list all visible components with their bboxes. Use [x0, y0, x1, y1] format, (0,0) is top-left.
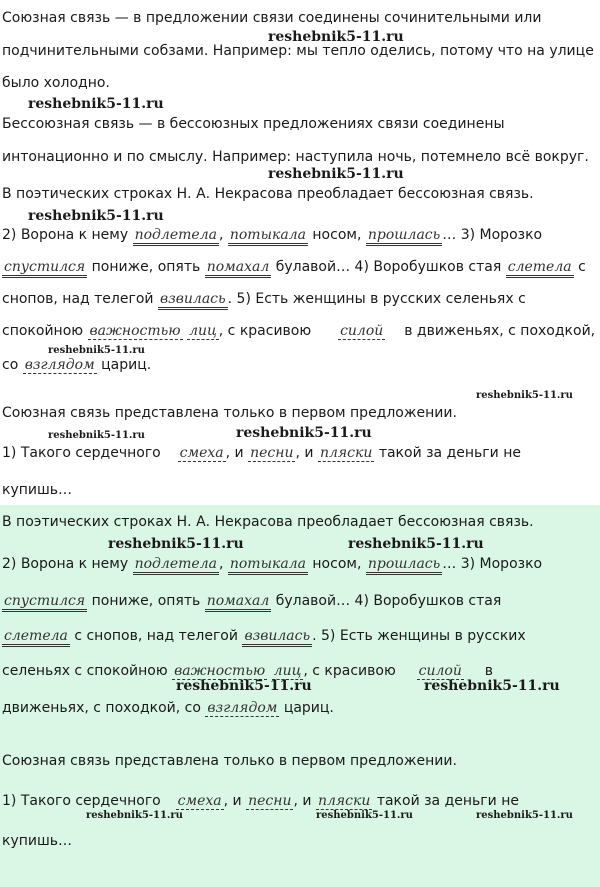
paragraph-line: было холодно.: [2, 75, 110, 91]
watermark: reshebnik5-11.ru: [268, 166, 404, 182]
predicate-word: прошлась: [366, 227, 442, 246]
predicate-word: слетела: [2, 628, 70, 647]
predicate-word: потыкала: [228, 556, 308, 575]
object-word: песни: [250, 445, 294, 461]
watermark: reshebnik5-11.ru: [476, 390, 573, 401]
object-word: пляски: [319, 445, 373, 461]
predicate-word: подлетела: [133, 227, 219, 246]
answer-line: купишь…: [2, 833, 73, 849]
object-word: лиц: [189, 323, 217, 339]
predicate-word: потыкала: [228, 227, 308, 246]
predicate-word: спустился: [2, 593, 87, 612]
watermark: reshebnik5-11.ru: [86, 810, 183, 821]
answer-line: 1) Такого сердечного смеха , и песни , и пляски такой за деньги не: [2, 793, 519, 809]
watermark: reshebnik5-11.ru: [108, 536, 244, 552]
watermark: reshebnik5-11.ru: [28, 96, 164, 112]
predicate-word: подлетела: [133, 556, 219, 575]
object-word: взглядом: [24, 357, 95, 373]
object-word: взглядом: [207, 700, 278, 716]
predicate-word: взвилась: [242, 628, 312, 647]
paragraph-line: подчинительными собзами. Например: мы тепло оделись, потому что на улице: [2, 43, 594, 59]
sentence-line: 2) Ворона к нему подлетела , потыкала носом, прошлась … 3) Морозко: [2, 226, 542, 244]
predicate-word: спустился: [2, 259, 87, 278]
sentence-line: снопов, над телегой взвилась . 5) Есть женщины в русских селеньях с: [2, 290, 526, 308]
paragraph-line: интонационно и по смыслу. Например: наступила ночь, потемнело всё вокруг.: [2, 149, 589, 165]
sentence-line: со взглядом цариц.: [2, 357, 152, 373]
object-word: смеха: [177, 793, 222, 809]
watermark: reshebnik5-11.ru: [476, 810, 573, 821]
answer-line: 2) Ворона к нему подлетела , потыкала носом, прошлась … 3) Морозко: [2, 555, 542, 573]
sentence-line: спокойною важностью лиц , с красивою силой в движеньях, с походкой,: [2, 323, 596, 339]
watermark: reshebnik5-11.ru: [28, 208, 164, 224]
watermark: reshebnik5-11.ru: [48, 430, 145, 441]
object-word: песни: [248, 793, 292, 809]
paragraph-line: Союзная связь представлена только в первом предложении.: [2, 405, 457, 421]
answer-line: В поэтических строках Н. А. Некрасова преобладает бессоюзная связь.: [2, 514, 534, 530]
answer-line: движеньях, с походкой, со взглядом цариц.: [2, 700, 334, 716]
watermark: reshebnik5-11.ru: [316, 810, 413, 821]
predicate-word: слетела: [506, 259, 574, 278]
object-word: смеха: [179, 445, 224, 461]
predicate-word: помахал: [205, 593, 272, 612]
object-word: важностью: [174, 663, 266, 679]
paragraph-line: Бессоюзная связь — в бессоюзных предложениях связи соединены: [2, 116, 505, 132]
predicate-word: прошлась: [366, 556, 442, 575]
watermark: reshebnik5-11.ru: [348, 536, 484, 552]
answer-line: селеньях с спокойною важностью лиц , с красивою силой в: [2, 663, 494, 679]
object-word: силой: [340, 323, 384, 339]
object-word: пляски: [317, 793, 371, 809]
watermark: reshebnik5-11.ru: [48, 345, 145, 356]
object-word: силой: [418, 663, 462, 679]
object-word: лиц: [273, 663, 302, 679]
watermark: reshebnik5-11.ru: [236, 425, 372, 441]
watermark: reshebnik5-11.ru: [268, 29, 404, 45]
answer-line: спустился пониже, опять помахал булавой… 4) Воробушков стая: [2, 592, 501, 610]
answer-line: слетела с снопов, над телегой взвилась . 5) Есть женщины в русских: [2, 627, 526, 645]
answer-line: Союзная связь представлена только в первом предложении.: [2, 753, 457, 769]
object-word: важностью: [89, 323, 181, 339]
sentence-line: спустился пониже, опять помахал булавой… 4) Воробушков стая слетела с: [2, 258, 586, 276]
paragraph-line: В поэтических строках Н. А. Некрасова преобладает бессоюзная связь.: [2, 186, 534, 202]
watermark: reshebnik5-11.ru: [424, 678, 560, 694]
paragraph-line: Союзная связь — в предложении связи соединены сочинительными или: [2, 10, 542, 26]
paragraph-line: купишь…: [2, 482, 73, 498]
watermark: reshebnik5-11.ru: [176, 678, 312, 694]
sentence-line: 1) Такого сердечного смеха , и песни , и пляски такой за деньги не: [2, 445, 521, 461]
predicate-word: взвилась: [158, 291, 228, 310]
predicate-word: помахал: [205, 259, 272, 278]
